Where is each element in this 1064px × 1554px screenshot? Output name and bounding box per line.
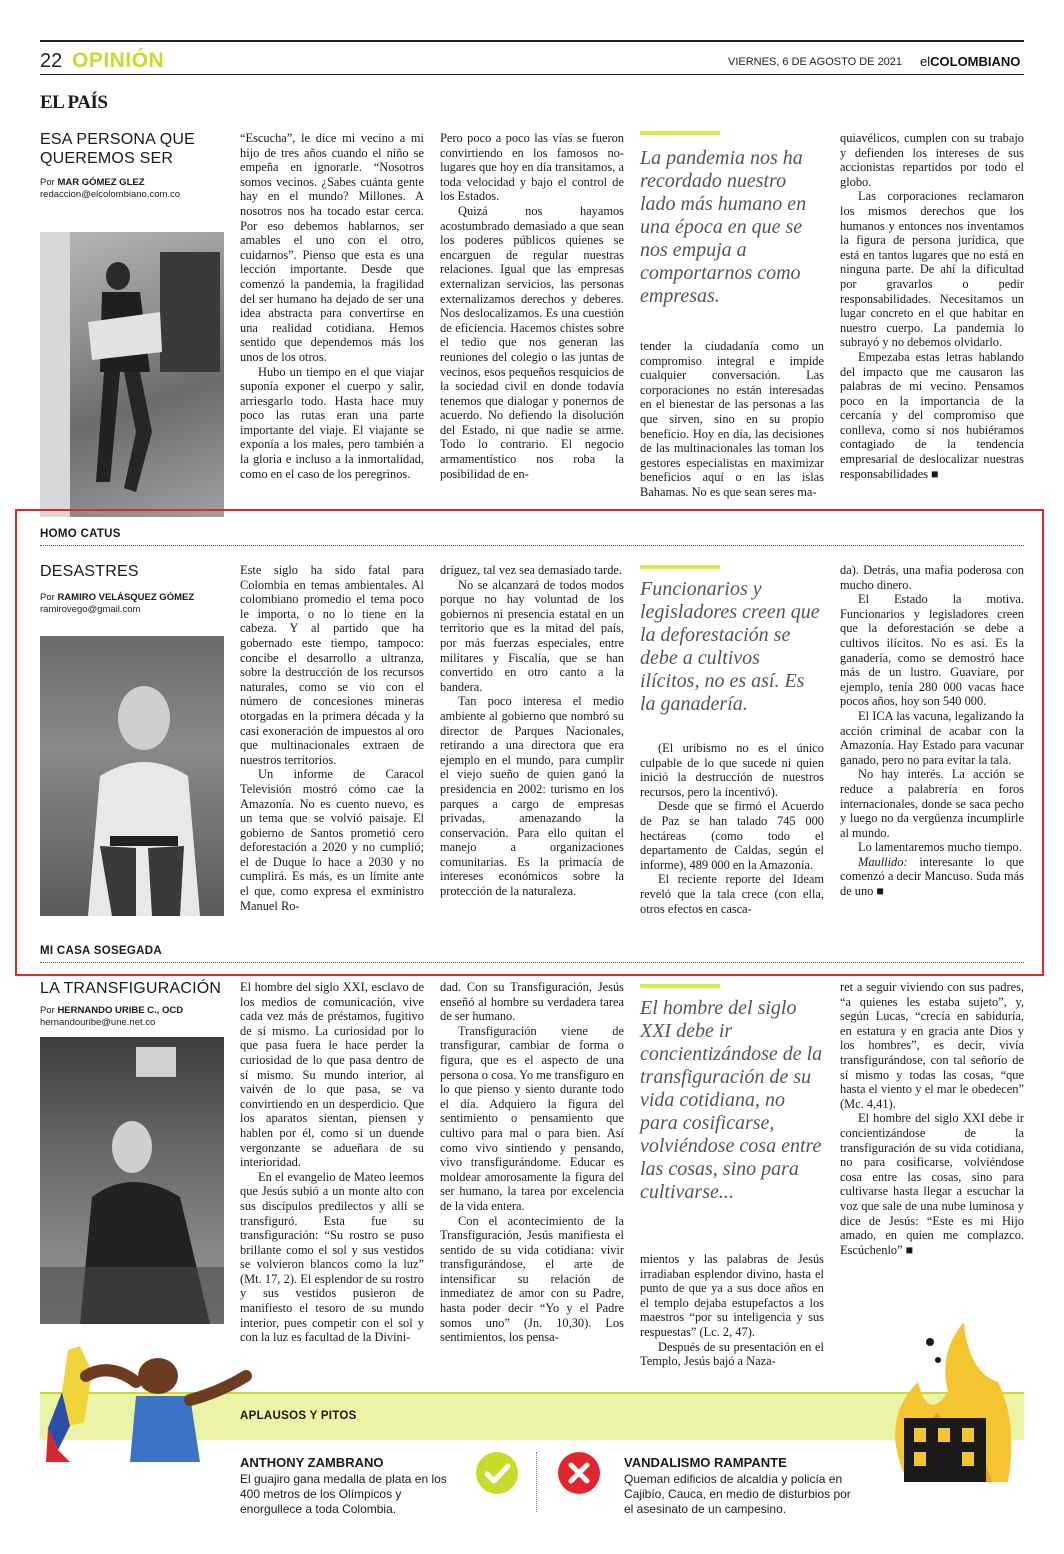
article2-quote-bar [640, 565, 720, 569]
maullido-text: interesante lo que comenzó a decir Mancuso. Suda más de uno ■ [840, 854, 1024, 899]
article1-author: MAR GÓMEZ GLEZ [57, 177, 145, 188]
article1-pull-quote: La pandemia nos ha recordado nuestro lado más humano en una época en que se nos empuja a comportarnos como empresas. [640, 147, 807, 307]
paragraph: El hombre del siglo XXI, esclavo de los medios de comunicación, vive cada vez más de préstamos, fugitivo de sí mismo. La curiosidad por lo que pasa fuera le hace perder la curiosidad de lo que pasa dentro de sí mismo. Su mundo interior, al vaivén de lo que pasa, se va convirtiendo en un desperdicio. Que los aparatos sientan, piensen y hablen por él, como si un duende vergonzante se adueñara de su interioridad. [240, 980, 424, 1170]
paragraph: El Estado la motiva. Funcionarios y legisladores creen que la deforestación se debe a cultivos ilícitos. No es así. Es la ganadería, como se demostró hace más de un lustro. Guaviare, por ejemplo, tenía 280 000 vacas hace pocos años, hoy son 540 000. [840, 592, 1024, 709]
brand-logo [920, 54, 1020, 69]
paragraph: En el evangelio de Mateo leemos que Jesús subió a un monte alto con sus discípulos predilectos y allí se transfiguró. Esta fue su transfiguración: “Su rostro se puso brillante como el sol y sus vestidos se volvieron blancos como la luz” (Mt. 17, 2). El esplendor de su rostro y sus vestidos pusieron de manifiesto el tesoro de su mundo interior, pues competir con el sol y con la luz es facultad de la Divini- [240, 1169, 424, 1345]
boo-text: Queman edificios de alcaldía y policía en Cajibío, Cauca, en medio de disturbios por el asesinato de un campesino. [624, 1472, 851, 1516]
check-icon [476, 1452, 518, 1494]
paragraph: tender la ciudadanía como un compromiso integral e impide cualquier conversación. Las corporaciones no están interesadas en el bienestar de las personas a las que sirven, sino en su propio beneficio. Hoy en día, las decisiones de las multinacionales las toman los gestores especialistas en maximizar beneficios aquí o en las islas Bahamas. No es que sean seres ma- [640, 339, 824, 499]
article2-col3 [640, 741, 824, 938]
paragraph: El reciente reporte del Ideam reveló que la tala crece (con ella, otros efectos en casca- [640, 872, 824, 916]
article3-col3 [640, 1252, 824, 1368]
article1-email: redaccion@elcolombiano.com.co [40, 189, 181, 200]
paragraph: Lo lamentaremos mucho tiempo. [858, 840, 1022, 855]
header-top-rule [40, 40, 1024, 42]
article1-col1 [240, 131, 424, 518]
paragraph [840, 855, 1024, 899]
article1-col3 [640, 339, 824, 518]
brand-prefix: el [920, 54, 931, 69]
article1-byline [40, 177, 230, 201]
runner-illustration-icon [40, 1342, 262, 1462]
paragraph: dad. Con su Transfiguración, Jesús enseñó al hombre su verdadera tarea de ser humano. [440, 980, 624, 1024]
paragraph: Quizá nos hayamos acostumbrado demasiado a que sean los poderes públicos quienes se encarguen de regular nuestras relaciones. Igual que las empresas externalizan servicios, las personas externalizamos derechos y deberes. Nos deslocalizamos. Es una cuestión de eficiencia. Hacemos chistes sobre el tedio que nos generan las reuniones del colegio o las juntas de vecinos, esos pequeños resquicios de la sociedad civil en donde todavía tenemos que dialogar y ponernos de acuerdo. No defiendo la disolución del Estado, ni que nadie se arme. Todo lo contrario. El negocio armamentístico nos roba la posibilidad de en- [440, 203, 624, 481]
article3-col4 [840, 980, 1024, 1280]
section-title: OPINIÓN [72, 49, 165, 72]
paragraph: “Escucha”, le dice mi vecino a mi hijo de tres años cuando el niño se empeña en ignorarle. “Nosotros somos vecinos. ¿Sabes cuánta gente hay en el mundo? Millones. A nosotros nos ha tocado estar cerca. Por eso debemos hablarnos, ser amables el uno con el otro, cuidarnos”. Pienso que esta es una lección importante. Desde que comenzó la pandemia, la fragilidad del ser humano ha dejado de ser una idea abstracta para convertirse en una realidad cotidiana. Hemos sentido que dependemos más los unos de los otros. [240, 131, 424, 364]
maullido-label: Maullido: [858, 854, 908, 869]
article2-title: DESASTRES [40, 563, 139, 580]
paragraph: El hombre del siglo XXI debe ir concientizándose de la transfiguración de su vida cotidiana, no para cosificarse, volviéndose cosa entre las cosas, sino para cultivarse hasta llegar a escuchar la voz que sale de una nube luminosa y dice de Jesús: “Este es mi Hijo amado, en quien me complazco. Escúchenlo” ■ [840, 1111, 1024, 1257]
paragraph: mientos y las palabras de Jesús irradiaban esplendor divino, hasta el punto de que ya a sus doce años en el templo dejaba estupefactos a los maestros “por su inteligencia y sus respuestas” (Lc. 2, 47). [640, 1252, 824, 1339]
paragraph: Las corporaciones reclamaron los mismos derechos que los humanos y entonces nos inventamos la figura de persona jurídica, que está en tantos lugares que no está en ninguna parte. De ahí la dificultad por gravarlos o pedir responsabilidades. Necesitamos un lugar concreto en el que habitar en nuestro cuerpo. La pandemia lo subrayó y no debemos olvidarlo. [840, 189, 1024, 350]
cross-icon [558, 1452, 600, 1494]
applause-text: El guajiro gana medalla de plata en los 400 metros de los Olímpicos y enorgullece a toda Colombia. [240, 1472, 447, 1516]
page-date: VIERNES, 6 DE AGOSTO DE 2021 [728, 56, 903, 68]
footer-label: APLAUSOS Y PITOS [240, 1410, 357, 1422]
paragraph: quiavélicos, cumplen con su trabajo y defienden los intereses de sus accionistas repartidos por todo el globo. [840, 131, 1024, 189]
article3-author: HERNANDO URIBE C., OCD [57, 1005, 184, 1016]
paragraph: Un informe de Caracol Televisión mostró cómo cae la Amazonía. No es cuento nuevo, es un tema que se volvió paisaje. El gobierno de Santos prometió cero deforestación a 2020 y no cumplió; el de Duque lo hace a 2030 y no cumplirá. Es más, es un límite ante el que, como expresa el exministro Manuel Ro- [240, 767, 424, 913]
article1-col2 [440, 131, 624, 518]
applause-title: ANTHONY ZAMBRANO [240, 1455, 384, 1470]
article2-column-label: HOMO CATUS [40, 528, 121, 540]
paragraph: Transfiguración viene de transfigurar, cambiar de forma o figura, que es el aspecto de una persona o cosa. Yo me transfiguro en lo que pienso y siento durante todo el día. Adquiero la figura del sentimiento o pensamiento que cultivo para mal o para bien. Así como vivo sintiendo y pensando, vivo transfigurándome. Educar es moldear amorosamente la figura del ser humano, la tarea por excelencia de la vida entera. [440, 1023, 624, 1213]
byline-prefix: Por [40, 177, 55, 188]
byline-prefix: Por [40, 592, 55, 603]
article2-pull-quote: Funcionarios y legisladores creen que la deforestación se debe a cultivos ilícitos, no es así. Es la ganadería. [640, 578, 820, 715]
paragraph: Pero poco a poco las vías se fueron convirtiendo en los famosos no-lugares que hoy en día transitamos, a toda velocidad y bajo el control de los Estados. [440, 131, 624, 204]
paragraph: dríguez, tal vez sea demasiado tarde. [440, 563, 622, 577]
article2-author-photo [40, 636, 224, 916]
article1-col4 [840, 131, 1024, 518]
paragraph: da). Detrás, una mafia poderosa con mucho dinero. [840, 563, 1024, 592]
article3-col2 [440, 980, 624, 1368]
article3-quote-bar [640, 984, 720, 988]
paragraph: Tan poco interesa el medio ambiente al gobierno que nombró su director de Parques Nacionales, retirando a una directora que era ejemplo en el mundo, para cumplir el viejo sueño de quien ganó la presidencia en 2002: turismo en los parques a cargo de empresas privadas, amenazando la conservación. Para ello quitan el manejo a organizaciones comunitarias. Es la primacía de intereses económicos sobre la protección de la naturaleza. [440, 694, 624, 899]
paragraph: Empezaba estas letras hablando del impacto que me causaron las palabras de mi vecino. Pensamos poco en la importancia de la cercanía y del compromiso que conlleva, como si nos hubiéramos contagiado de la tendencia empresarial de deslocalizar nuestras responsabilidades ■ [840, 349, 1024, 481]
article3-column-label: MI CASA SOSEGADA [40, 945, 162, 957]
article2-col4 [840, 563, 1024, 938]
article1-photo-statue [40, 232, 224, 517]
paragraph: Con el acontecimiento de la Transfiguración, Jesús manifiesta el sentido de su vida cotidiana: vivir transfigurándose, el arte de intensificar su relación de inmediatez de amor con su Padre, hasta poder decir “Yo y el Padre somos uno” (Jn. 10,30). Los sentimientos, los pensa- [440, 1213, 624, 1345]
article2-col1 [240, 563, 424, 938]
article1-quote-bar [640, 131, 720, 135]
author-portrait-icon [40, 1037, 224, 1324]
paragraph: El ICA las vacuna, legalizando la acción criminal de acabar con la Amazonía. Hay Estado para vacunar ganado, pero no para evitar la tala. [840, 708, 1024, 767]
article3-col1 [240, 980, 424, 1368]
article1-title: ESA PERSONA QUE QUEREMOS SER [40, 131, 196, 167]
article2-author: RAMIRO VELÁSQUEZ GÓMEZ [57, 592, 195, 603]
byline-prefix: Por [40, 1005, 55, 1016]
article3-author-photo [40, 1037, 224, 1324]
paragraph: No hay interés. La acción se reduce a palabrería en foros internacionales, donde se saca pecho y luego no da vergüenza incumplirle al mundo. [840, 767, 1024, 840]
paragraph: No se alcanzará de todos modos porque no hay voluntad de los gobiernos ni presencia estatal en un territorio que es la mitad del país, por más fuerzas especiales, entre militares y Fiscalía, que se han convertido en otro canto a la bandera. [440, 577, 624, 694]
paragraph: Después de su presentación en el Templo, Jesús bajó a Naza- [640, 1339, 824, 1368]
article3-byline [40, 1005, 235, 1029]
article2-email: ramirovego@gmail.com [40, 604, 141, 615]
divider [40, 545, 1024, 546]
source-logo: EL PAÍS [40, 92, 108, 113]
paragraph: Este siglo ha sido fatal para Colombia en temas ambientales. Al colombiano promedio el tema poco le importa, o no lo tiene en la cabeza. Y al partido que ha gobernado este tiempo, tampoco: concibe el desarrollo a ultranza, sobre la destrucción de los recursos naturales, como se vio con el número de concesiones mineras otorgadas en la primera década y la casi exoneración de impuestos al oro que multinacionales extraen de nuestros territorios. [240, 563, 424, 767]
paragraph: ret a seguir viviendo con sus padres, “a quienes les estaba sujeto”, y, según Lucas, “crecía en sabiduría, en estatura y en gracia ante Dios y los hombres”, es decir, vivía transfigurándose, con tal señorío de sí mismo y todas las cosas, “que hasta el viento y el mar le obedecen” (Mc. 4,41). [840, 980, 1024, 1111]
article2-byline [40, 592, 235, 616]
header-bottom-rule [40, 74, 1024, 75]
brand-name: COLOMBIANO [930, 54, 1021, 69]
article3-title: LA TRANSFIGURACIÓN [40, 980, 222, 997]
burning-building-icon [868, 1322, 1028, 1482]
paragraph: (El uribismo no es el único culpable de lo que sucede ni quien inició la destrucción de nuestros recursos, pero la incentivó). [640, 741, 824, 799]
article2-col2 [440, 563, 624, 938]
article3-email: hernandouribe@une.net.co [40, 1017, 156, 1028]
author-portrait-icon [40, 636, 224, 916]
paragraph: Desde que se firmó el Acuerdo de Paz se han talado 745 000 hectáreas (como todo el departamento de Caldas, según el informe), 489 000 en la Amazonía. [640, 799, 824, 872]
paragraph: Hubo un tiempo en el que viajar suponía exponer el cuerpo y salir, arriesgarlo todo. Hasta hace muy poco las rutas eran una parte importante del viaje. El viajante se exponía a los males, pero también a la gloria e incluso a la inmortalidad, como en el caso de los peregrinos. [240, 364, 424, 481]
footer-divider [536, 1452, 537, 1512]
divider [40, 962, 1024, 963]
page-number: 22 [40, 50, 63, 72]
statue-icon [40, 232, 224, 517]
article3-pull-quote: El hombre del siglo XXI debe ir concientizándose de la transfiguración de su vida cotidiana, no para cosificarse, volviéndose cosa entre las cosas, sino para cultivarse... [640, 997, 823, 1203]
boo-title: VANDALISMO RAMPANTE [624, 1455, 787, 1470]
